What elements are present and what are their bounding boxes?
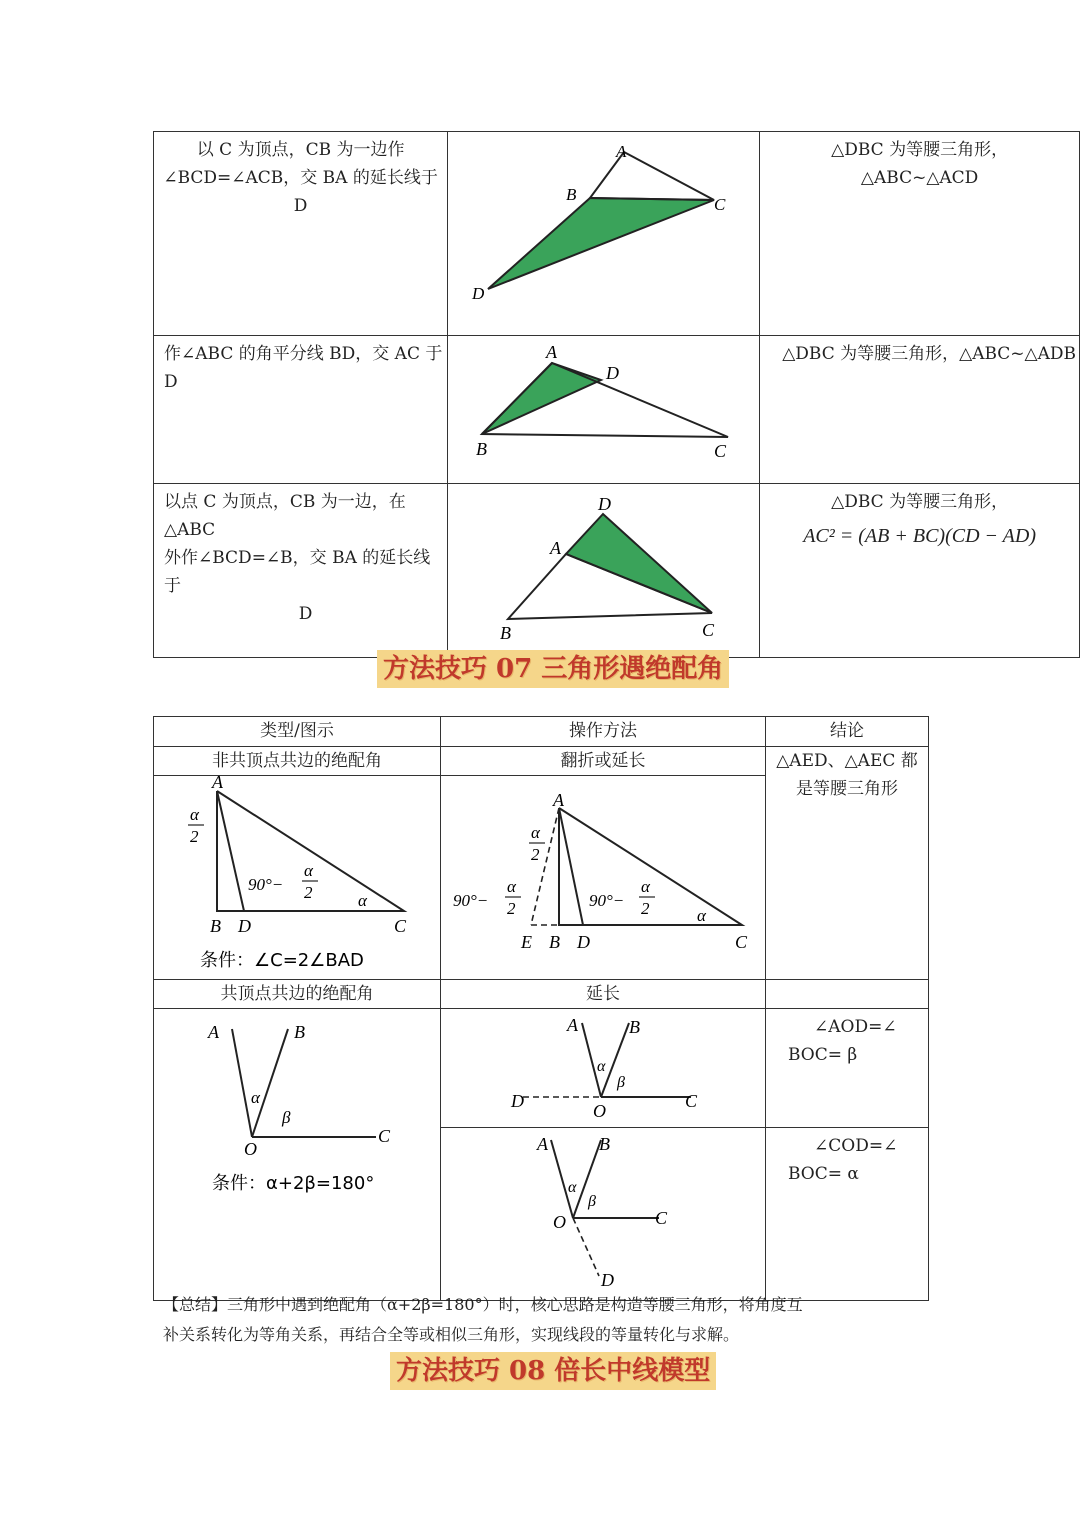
table-row (154, 1009, 929, 1128)
segment-ad (217, 791, 244, 911)
half-alpha-num: α (531, 823, 540, 842)
label-o: O (553, 1212, 566, 1232)
table-row (154, 336, 1080, 484)
conclusion-cell (766, 1009, 929, 1128)
conclusion-cell (766, 1128, 929, 1301)
svg-text:2: 2 (507, 899, 516, 918)
label-c: C (394, 916, 407, 936)
figure-triangle-1 (448, 132, 759, 331)
header-type: 类型/图示 (260, 721, 334, 741)
section-title: 方法技巧 07 三角形遇绝配角 (377, 650, 729, 688)
triangle-abc (590, 152, 714, 200)
label-a: A (208, 1022, 219, 1042)
method-cell (154, 484, 448, 658)
label-a: A (212, 776, 223, 792)
condition-text: 条件：∠C=2∠BAD (200, 950, 364, 971)
figure-cell (441, 1128, 766, 1301)
label-a: A (537, 1134, 548, 1154)
alpha-label: α (358, 891, 367, 910)
label-c: C (378, 1126, 391, 1146)
svg-text:2: 2 (641, 899, 650, 918)
segment-ad (559, 808, 583, 925)
label-b: B (294, 1022, 305, 1042)
figure-right-triangle (154, 776, 440, 975)
figure-cell (441, 1009, 766, 1128)
method-label: 翻折或延长 (560, 751, 646, 771)
header-method: 操作方法 (569, 721, 637, 741)
table-header-row (154, 717, 929, 747)
beta-label: β (617, 1074, 625, 1091)
summary-line: 补关系转化为等角关系，再结合全等或相似三角形，实现线段的等量转化与求解。 (163, 1325, 740, 1344)
ray-oa (232, 1029, 252, 1137)
method-cell (154, 336, 448, 484)
summary (163, 1290, 933, 1350)
label-d: D (606, 363, 620, 383)
figure-cell (448, 336, 760, 484)
label-a: A (550, 538, 562, 558)
label-b: B (210, 916, 221, 936)
method-label: 延长 (586, 984, 620, 1004)
label-b: B (599, 1134, 610, 1154)
angle-label-right: 90°− (589, 891, 625, 910)
conclusion-text: BOC= α (788, 1164, 859, 1184)
conclusion-text: △DBC 为等腰三角形， (831, 492, 1009, 512)
conclusion-text: ∠COD=∠ (814, 1136, 898, 1156)
label-d: D (577, 932, 590, 952)
method-text: 以点 C 为顶点，CB 为一边，在△ABC (164, 492, 406, 540)
label-c: C (735, 932, 748, 952)
section-title: 方法技巧 08 倍长中线模型 (390, 1352, 716, 1390)
label-o: O (244, 1139, 257, 1159)
formula: AC² = (AB + BC)(CD − AD) (803, 525, 1036, 547)
conclusion-text: △DBC 为等腰三角形，△ABC~△ADB (782, 344, 1077, 364)
figure-triangle-3 (448, 484, 759, 653)
figure-cell (448, 132, 760, 336)
label-d: D (472, 284, 485, 303)
alpha-label: α (568, 1179, 577, 1196)
label-c: C (655, 1208, 668, 1228)
label-c: C (714, 441, 727, 461)
label-a: A (567, 1015, 578, 1035)
table-isosceles-construction (153, 131, 1080, 658)
label-a: A (616, 142, 627, 161)
label-a: A (546, 342, 558, 362)
triangle-abc (559, 808, 742, 925)
half-alpha-den: 2 (190, 827, 199, 846)
label-d: D (601, 1270, 614, 1290)
svg-text:α: α (641, 877, 650, 896)
label-a: A (553, 790, 564, 810)
conclusion-text: BOC= β (788, 1045, 858, 1065)
table-row (154, 980, 929, 1009)
label-d: D (511, 1091, 524, 1111)
angle-label-left: 90°− (453, 891, 489, 910)
label-c: C (685, 1091, 698, 1111)
label-b: B (566, 185, 577, 204)
angle-half-num: α (304, 861, 313, 880)
conclusion-text: △ABC~△ACD (860, 168, 979, 188)
conclusion-text: 是等腰三角形 (796, 779, 898, 799)
type-label: 非共顶点共边的绝配角 (212, 751, 382, 771)
label-d: D (238, 916, 251, 936)
label-d: D (598, 494, 612, 514)
condition-text: 条件：α+2β=180° (212, 1173, 375, 1194)
summary-line: 【总结】三角形中遇到绝配角（α+2β=180°）时，核心思路是构造等腰三角形，将角度互 (163, 1295, 803, 1314)
figure-extend-1 (441, 1009, 765, 1123)
conclusion-text: ∠AOD=∠ (814, 1017, 897, 1037)
label-c: C (714, 195, 726, 214)
figure-angle-o (154, 1009, 440, 1291)
conclusion-cell (760, 336, 1080, 484)
table-row (154, 484, 1080, 658)
method-text: 外作∠BCD=∠B，交 BA 的延长线于 (164, 548, 431, 596)
figure-cell (154, 1009, 441, 1301)
beta-label: β (588, 1193, 596, 1210)
figure-cell (154, 776, 441, 980)
method-text: 作∠ABC 的角平分线 BD，交 AC 于 D (164, 344, 443, 392)
angle-label: 90°− (248, 875, 284, 894)
label-b: B (500, 623, 512, 643)
table-perfect-angle (153, 716, 929, 1301)
method-cell (154, 132, 448, 336)
beta-label: β (282, 1108, 291, 1127)
figure-cell (448, 484, 760, 658)
header-conclusion: 结论 (830, 721, 864, 741)
conclusion-text: △DBC 为等腰三角形， (831, 140, 1009, 160)
type-label: 共顶点共边的绝配角 (220, 984, 374, 1004)
method-text: D (298, 604, 313, 624)
conclusion-cell (760, 484, 1080, 658)
figure-cell (441, 776, 766, 980)
label-b: B (549, 932, 560, 952)
figure-fold-triangle (441, 776, 765, 975)
figure-extend-2 (441, 1128, 765, 1296)
half-alpha-num: α (190, 805, 199, 824)
conclusion-text: △AED、△AEC 都 (776, 751, 918, 771)
figure-triangle-2 (448, 336, 759, 479)
label-b: B (476, 439, 488, 459)
conclusion-cell (766, 747, 929, 980)
label-o: O (593, 1101, 606, 1121)
table-row (154, 747, 929, 776)
label-b: B (629, 1017, 640, 1037)
label-e: E (521, 932, 532, 952)
method-text: ∠BCD=∠ACB，交 BA 的延长线于 D (163, 168, 438, 216)
table-row (154, 132, 1080, 336)
alpha-label: α (251, 1088, 260, 1107)
angle-half-den: 2 (304, 883, 313, 902)
svg-text:α: α (507, 877, 516, 896)
label-c: C (702, 620, 715, 640)
method-text: 以 C 为顶点，CB 为一边作 (196, 140, 405, 160)
conclusion-cell (760, 132, 1080, 336)
alpha-label: α (597, 1058, 606, 1075)
shaded-triangle-dbc (488, 198, 714, 289)
half-alpha-den: 2 (531, 845, 540, 864)
alpha-label: α (697, 906, 706, 925)
